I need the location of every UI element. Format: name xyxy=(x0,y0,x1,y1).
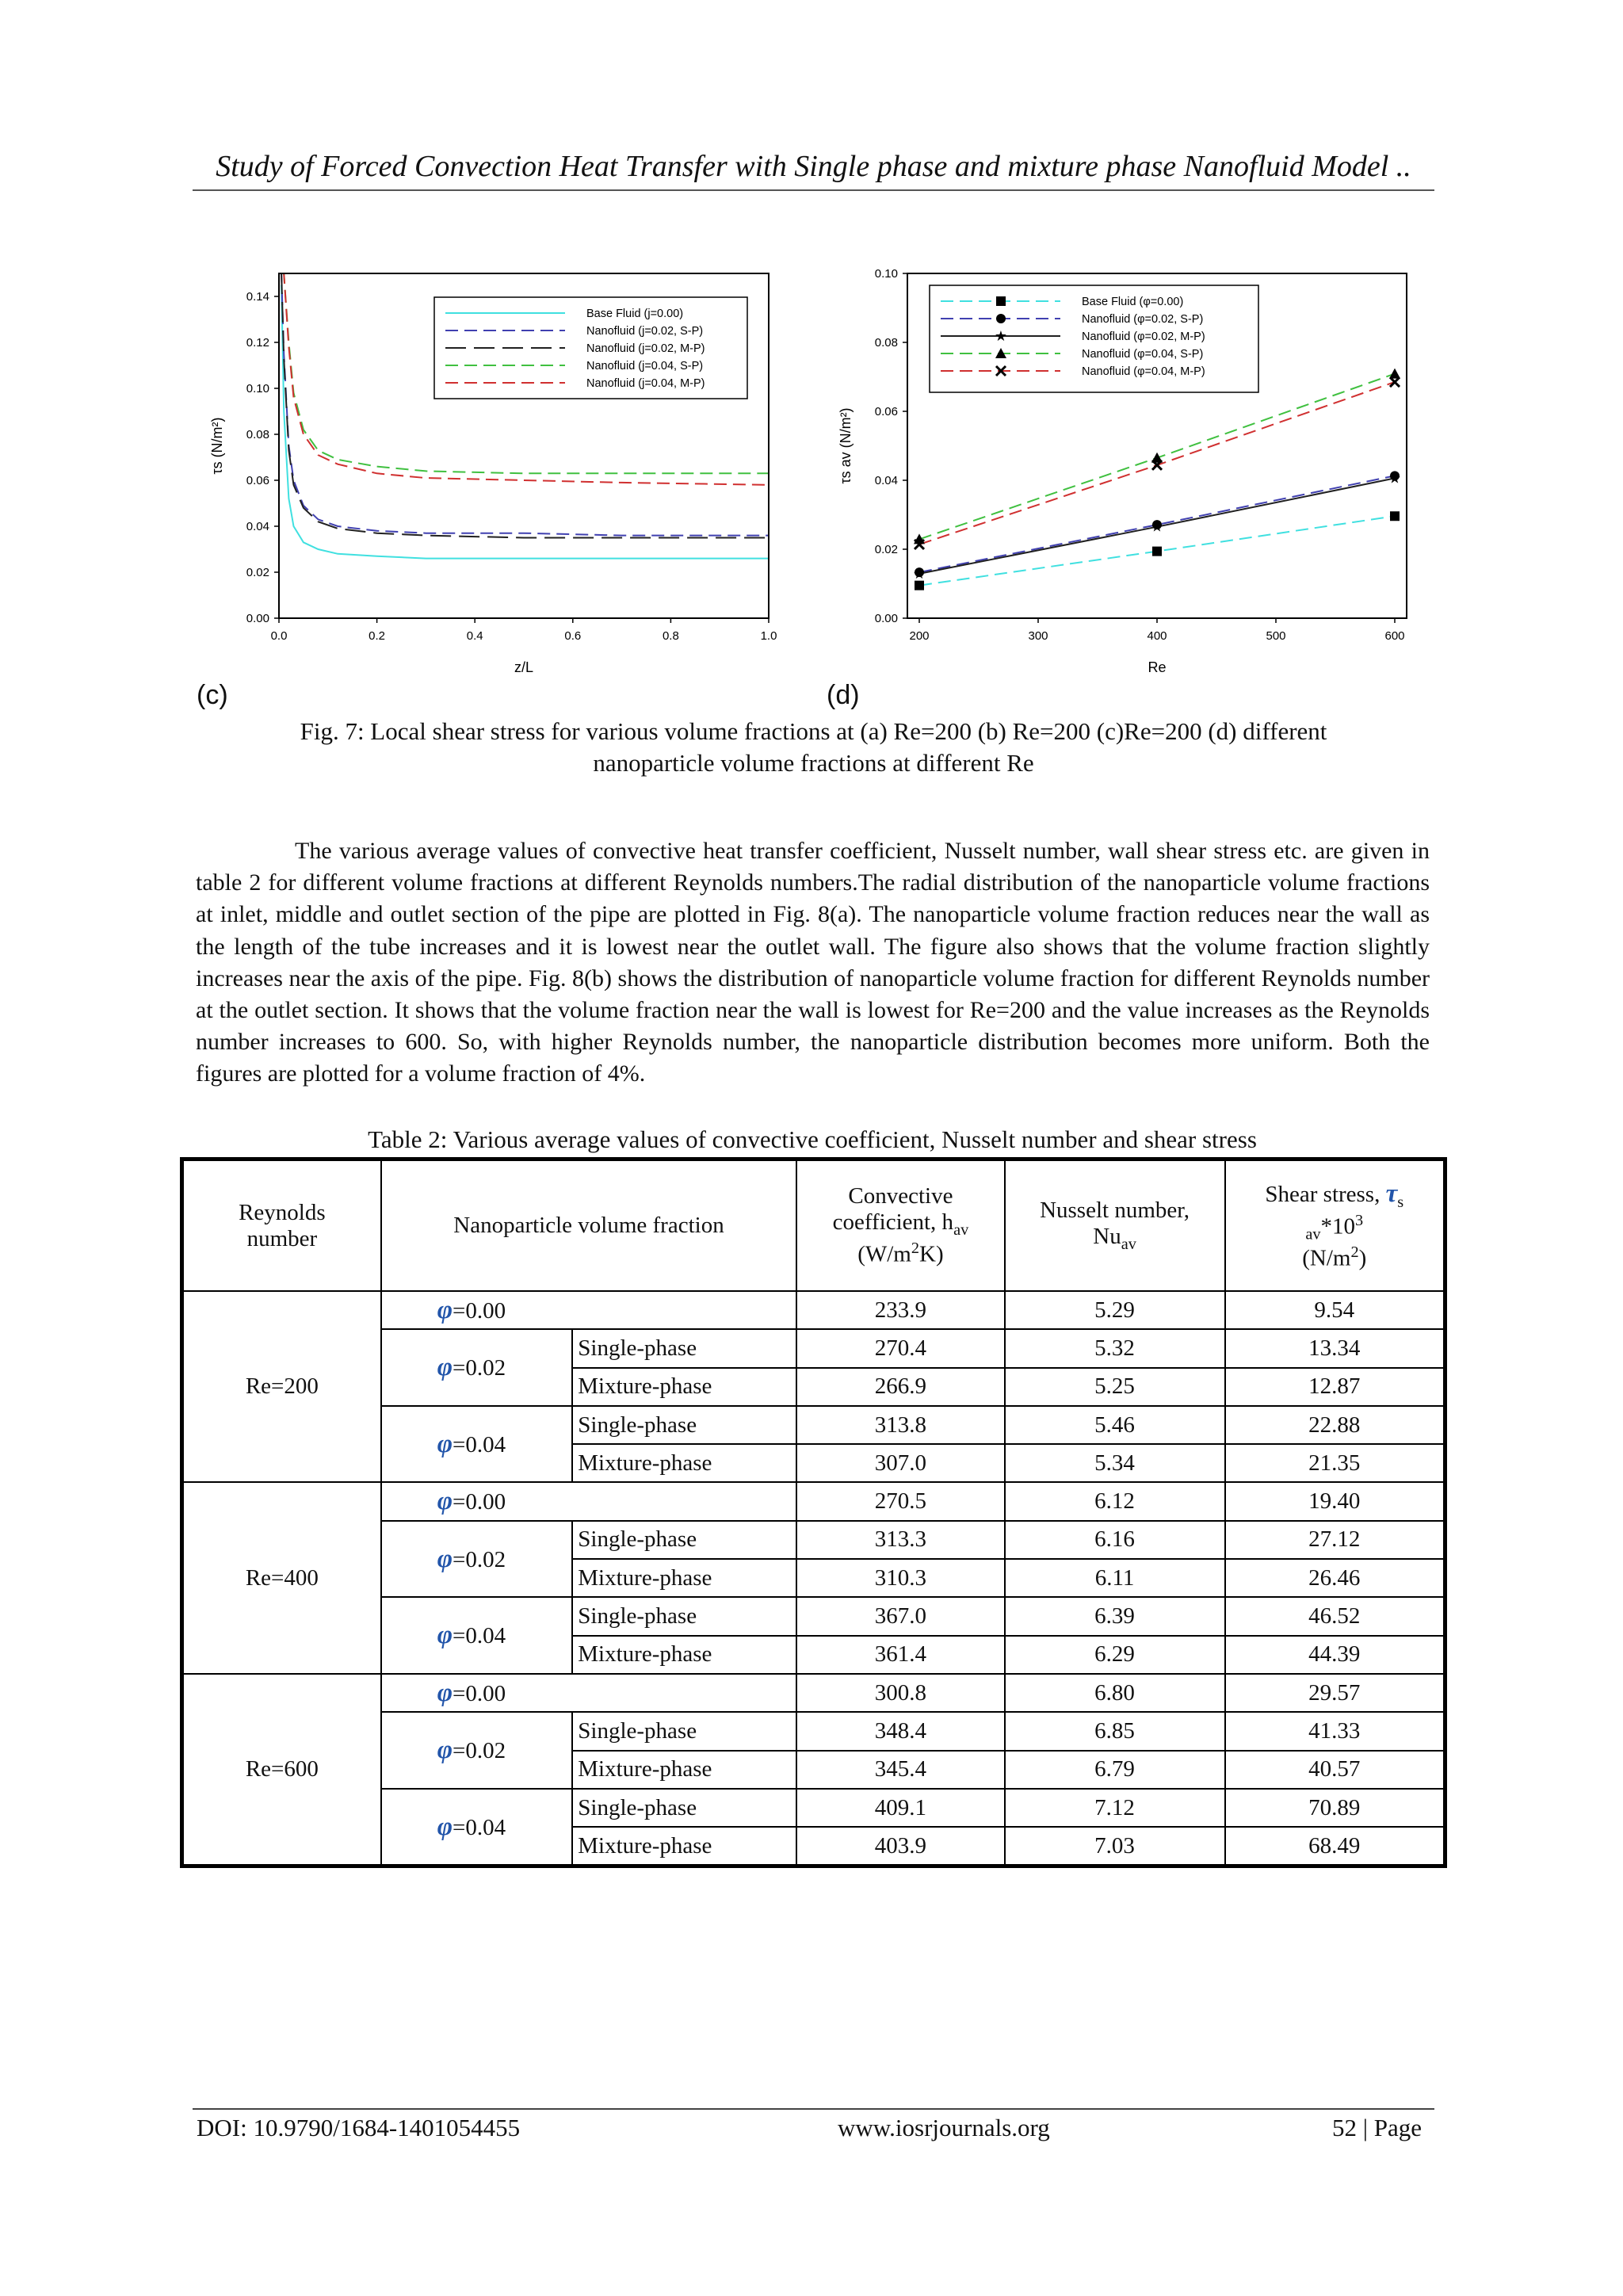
results-table xyxy=(180,1157,1447,1868)
model-label: Mixture-phase xyxy=(572,1636,796,1674)
header-conv-l3b: K) xyxy=(919,1241,944,1267)
header-conv-l1: Convective xyxy=(848,1183,953,1209)
convective-value: 233.9 xyxy=(796,1291,1004,1329)
phi-value: =0.02 xyxy=(453,1546,506,1572)
y-tick-label: 0.02 xyxy=(246,566,269,579)
caption-line-2: nanoparticle volume fractions at different Re xyxy=(593,749,1034,777)
reynolds-cell: Re=200 xyxy=(182,1291,381,1482)
model-label: Mixture-phase xyxy=(572,1368,796,1406)
caption-line-1: Fig. 7: Local shear stress for various volume fractions at (a) Re=200 (b) Re=200 (c)Re=200 (d) different xyxy=(300,717,1327,745)
chart-panel-d xyxy=(820,258,1446,686)
shear-value: 19.40 xyxy=(1225,1482,1445,1520)
legend xyxy=(434,297,747,399)
marker-star: ★ xyxy=(1388,470,1402,487)
marker-star: ★ xyxy=(1150,518,1164,535)
legend-label: Nanofluid (j=0.02, S-P) xyxy=(586,325,704,338)
tau-symbol: τ xyxy=(1385,1179,1398,1209)
shear-value: 70.89 xyxy=(1225,1789,1445,1827)
model-label: Single-phase xyxy=(572,1406,796,1444)
nusselt-value: 6.12 xyxy=(1005,1482,1225,1520)
phi-value: =0.04 xyxy=(453,1431,506,1457)
volume-fraction-cell xyxy=(381,1712,573,1789)
phi-symbol: φ xyxy=(437,1544,453,1573)
x-tick-label: 300 xyxy=(1028,629,1048,643)
header-shear-l1: Shear stress, xyxy=(1265,1182,1381,1208)
volume-fraction-cell xyxy=(381,1482,797,1520)
table-row xyxy=(182,1482,1445,1520)
header-rule xyxy=(193,189,1434,191)
model-label: Single-phase xyxy=(572,1712,796,1750)
header-nu-l1: Nusselt number, xyxy=(1040,1198,1190,1224)
marker-triangle xyxy=(914,533,925,544)
header-reynolds-l1: Reynolds xyxy=(239,1199,326,1225)
shear-value: 41.33 xyxy=(1225,1712,1445,1750)
legend-label: Base Fluid (j=0.00) xyxy=(586,308,684,320)
header-reynolds-l2: number xyxy=(246,1225,318,1251)
table-row xyxy=(182,1674,1445,1712)
model-label: Single-phase xyxy=(572,1521,796,1559)
model-label: Mixture-phase xyxy=(572,1751,796,1789)
x-tick-label: 0.0 xyxy=(270,629,288,643)
phi-value: =0.04 xyxy=(453,1814,506,1840)
footer-page: 52 | Page xyxy=(1332,2114,1422,2141)
header-conv-l2: coefficient, h xyxy=(832,1209,954,1236)
header-convective xyxy=(796,1159,1004,1292)
nusselt-value: 6.85 xyxy=(1005,1712,1225,1750)
y-tick-label: 0.08 xyxy=(246,428,269,441)
convective-value: 367.0 xyxy=(796,1597,1004,1635)
panel-label-d: (d) xyxy=(827,680,860,710)
phi-symbol: φ xyxy=(437,1812,453,1841)
footer-rule xyxy=(193,2108,1434,2110)
model-label: Mixture-phase xyxy=(572,1559,796,1597)
shear-value: 9.54 xyxy=(1225,1291,1445,1329)
x-tick-label: 600 xyxy=(1384,629,1405,643)
table-title: Table 2: Various average values of convective coefficient, Nusselt number and shear stress xyxy=(368,1125,1257,1153)
model-label: Single-phase xyxy=(572,1597,796,1635)
chart-panel-c xyxy=(190,258,816,686)
header-shear-av: av xyxy=(1305,1225,1321,1244)
phi-symbol: φ xyxy=(437,1353,453,1382)
phi-symbol: φ xyxy=(437,1429,453,1458)
phi-value: =0.00 xyxy=(453,1297,506,1324)
y-tick-label: 0.14 xyxy=(246,290,269,304)
body-paragraph: The various average values of convective heat transfer coefficient, Nusselt number, wall shear stress etc. are given in table 2 for different volume fractions at different Reynolds numbers.The radial distribution of the nanoparticle volume fractions at inlet, middle and outlet section of the pipe are plotted in Fig. 8(a). The nanoparticle volume fraction reduces near the wall as the length of the tube increases and it is lowest near the outlet wall. The figure also shows that the volume fraction slightly increases near the axis of the pipe. Fig. 8(b) shows the distribution of nanoparticle volume fraction for different Reynolds number at the outlet section. It shows that the volume fraction near the wall is lowest for Re=200 and the value increases as the Reynolds number increases to 600. So, with higher Reynolds number, the nanoparticle distribution becomes more uniform. Both the figures are plotted for a volume fraction of 4%. xyxy=(196,838,1430,1087)
y-tick-label: 0.04 xyxy=(246,520,269,533)
y-tick-label: 0.02 xyxy=(874,543,898,556)
marker-star: ★ xyxy=(994,328,1008,344)
convective-value: 313.3 xyxy=(796,1521,1004,1559)
header-nu-l2: Nu xyxy=(1093,1224,1121,1250)
phi-symbol: φ xyxy=(437,1736,453,1765)
y-tick-label: 0.08 xyxy=(874,336,898,350)
nusselt-value: 6.79 xyxy=(1005,1751,1225,1789)
header-fraction: Nanoparticle volume fraction xyxy=(381,1159,797,1292)
legend-label: Nanofluid (j=0.04, S-P) xyxy=(586,360,704,372)
nusselt-value: 6.11 xyxy=(1005,1559,1225,1597)
nusselt-value: 5.34 xyxy=(1005,1444,1225,1482)
nusselt-value: 6.80 xyxy=(1005,1674,1225,1712)
header-shear-sup: 2 xyxy=(1350,1244,1359,1262)
phi-value: =0.02 xyxy=(453,1738,506,1764)
y-tick-label: 0.00 xyxy=(246,612,269,625)
table-header-row xyxy=(182,1159,1445,1292)
header-reynolds xyxy=(182,1159,381,1292)
phi-value: =0.00 xyxy=(453,1680,506,1706)
nusselt-value: 6.16 xyxy=(1005,1521,1225,1559)
legend-label: Nanofluid (φ=0.02, M-P) xyxy=(1082,330,1205,343)
shear-value: 40.57 xyxy=(1225,1751,1445,1789)
legend-label: Nanofluid (φ=0.04, S-P) xyxy=(1082,348,1204,361)
volume-fraction-cell xyxy=(381,1406,573,1483)
convective-value: 313.8 xyxy=(796,1406,1004,1444)
header-nusselt xyxy=(1005,1159,1225,1292)
shear-value: 29.57 xyxy=(1225,1674,1445,1712)
footer-doi: DOI: 10.9790/1684-1401054455 xyxy=(197,2114,521,2141)
nusselt-value: 6.29 xyxy=(1005,1636,1225,1674)
x-tick-label: 200 xyxy=(909,629,930,643)
reynolds-cell: Re=400 xyxy=(182,1482,381,1673)
reynolds-cell: Re=600 xyxy=(182,1674,381,1866)
legend-label: Nanofluid (φ=0.04, M-P) xyxy=(1082,365,1205,378)
running-title: Study of Forced Convection Heat Transfer with Single phase and mixture phase Nanofluid Model .. xyxy=(216,150,1411,183)
x-tick-label: 500 xyxy=(1266,629,1286,643)
convective-value: 348.4 xyxy=(796,1712,1004,1750)
y-tick-label: 0.10 xyxy=(874,267,898,281)
header-shear-l3a: (N/m xyxy=(1302,1245,1351,1271)
volume-fraction-cell xyxy=(381,1597,573,1674)
y-tick-label: 0.06 xyxy=(874,405,898,418)
marker-square xyxy=(1390,511,1400,521)
convective-value: 345.4 xyxy=(796,1751,1004,1789)
marker-circle xyxy=(996,314,1006,323)
volume-fraction-cell xyxy=(381,1789,573,1866)
marker-star: ★ xyxy=(912,565,926,582)
convective-value: 403.9 xyxy=(796,1827,1004,1866)
model-label: Single-phase xyxy=(572,1329,796,1367)
phi-value: =0.02 xyxy=(453,1355,506,1381)
nusselt-value: 7.03 xyxy=(1005,1827,1225,1866)
x-tick-label: 0.2 xyxy=(369,629,386,643)
phi-symbol: φ xyxy=(437,1487,453,1516)
header-shear-s: s xyxy=(1397,1193,1404,1211)
legend-label: Nanofluid (j=0.02, M-P) xyxy=(586,342,705,355)
shear-value: 22.88 xyxy=(1225,1406,1445,1444)
x-tick-label: 1.0 xyxy=(760,629,777,643)
marker-square xyxy=(915,581,924,590)
shear-value: 46.52 xyxy=(1225,1597,1445,1635)
nusselt-value: 5.32 xyxy=(1005,1329,1225,1367)
header-shear-mult: *10 xyxy=(1320,1213,1356,1240)
model-label: Mixture-phase xyxy=(572,1444,796,1482)
panel-label-c: (c) xyxy=(197,680,228,710)
y-axis-label: τs av (N/m²) xyxy=(838,407,854,484)
shear-value: 26.46 xyxy=(1225,1559,1445,1597)
header-shear-exp: 3 xyxy=(1355,1211,1364,1229)
legend-label: Nanofluid (j=0.04, M-P) xyxy=(586,377,705,390)
legend-label: Base Fluid (φ=0.00) xyxy=(1082,296,1184,308)
nusselt-value: 7.12 xyxy=(1005,1789,1225,1827)
y-tick-label: 0.00 xyxy=(874,612,898,625)
x-tick-label: 0.8 xyxy=(662,629,679,643)
convective-value: 409.1 xyxy=(796,1789,1004,1827)
convective-value: 310.3 xyxy=(796,1559,1004,1597)
convective-value: 270.5 xyxy=(796,1482,1004,1520)
convective-value: 270.4 xyxy=(796,1329,1004,1367)
nusselt-value: 5.46 xyxy=(1005,1406,1225,1444)
volume-fraction-cell xyxy=(381,1521,573,1598)
convective-value: 307.0 xyxy=(796,1444,1004,1482)
volume-fraction-cell xyxy=(381,1329,573,1406)
model-label: Single-phase xyxy=(572,1789,796,1827)
y-axis-label: τs (N/m²) xyxy=(209,417,225,475)
x-tick-label: 0.4 xyxy=(466,629,483,643)
nusselt-value: 5.25 xyxy=(1005,1368,1225,1406)
figure-caption xyxy=(193,716,1434,779)
volume-fraction-cell xyxy=(381,1291,797,1329)
header-shear-l3b: ) xyxy=(1358,1245,1367,1271)
nusselt-value: 6.39 xyxy=(1005,1597,1225,1635)
phi-value: =0.00 xyxy=(453,1489,506,1515)
x-axis-label: z/L xyxy=(514,659,534,675)
phi-symbol: φ xyxy=(437,1295,453,1324)
x-tick-label: 0.6 xyxy=(564,629,582,643)
y-tick-label: 0.04 xyxy=(874,474,898,487)
header-shear xyxy=(1225,1159,1445,1292)
phi-symbol: φ xyxy=(437,1621,453,1650)
shear-value: 21.35 xyxy=(1225,1444,1445,1482)
convective-value: 300.8 xyxy=(796,1674,1004,1712)
nusselt-value: 5.29 xyxy=(1005,1291,1225,1329)
y-tick-label: 0.12 xyxy=(246,336,269,350)
marker-square xyxy=(1152,547,1162,556)
legend-label: Nanofluid (φ=0.02, S-P) xyxy=(1082,313,1204,326)
header-conv-sub: av xyxy=(953,1221,969,1240)
y-tick-label: 0.06 xyxy=(246,474,269,487)
footer-site: www.iosrjournals.org xyxy=(838,2114,1050,2141)
legend xyxy=(930,285,1258,392)
convective-value: 361.4 xyxy=(796,1636,1004,1674)
shear-value: 13.34 xyxy=(1225,1329,1445,1367)
shear-value: 68.49 xyxy=(1225,1827,1445,1866)
header-nu-sub: av xyxy=(1121,1235,1136,1253)
convective-value: 266.9 xyxy=(796,1368,1004,1406)
x-axis-label: Re xyxy=(1148,659,1167,675)
x-tick-label: 400 xyxy=(1147,629,1167,643)
model-label: Mixture-phase xyxy=(572,1827,796,1866)
marker-square xyxy=(996,296,1006,306)
phi-symbol: φ xyxy=(437,1678,453,1707)
shear-value: 44.39 xyxy=(1225,1636,1445,1674)
y-tick-label: 0.10 xyxy=(246,382,269,395)
table-row xyxy=(182,1291,1445,1329)
shear-value: 12.87 xyxy=(1225,1368,1445,1406)
volume-fraction-cell xyxy=(381,1674,797,1712)
phi-value: =0.04 xyxy=(453,1623,506,1649)
header-conv-sup: 2 xyxy=(911,1240,919,1258)
header-conv-l3a: (W/m xyxy=(857,1241,911,1267)
shear-value: 27.12 xyxy=(1225,1521,1445,1559)
